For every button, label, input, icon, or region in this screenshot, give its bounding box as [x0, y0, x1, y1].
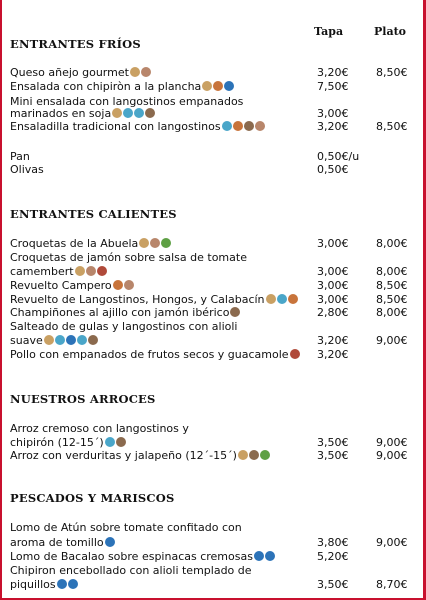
menu-item	[10, 251, 247, 264]
menu-item-name: camembert	[10, 265, 74, 278]
crustacean-icon	[55, 335, 65, 345]
tapa-price: 3,20€	[317, 120, 349, 133]
tapa-column-header: Tapa	[314, 25, 344, 38]
sulfite-icon	[145, 108, 155, 118]
gluten-icon	[75, 266, 85, 276]
celery-icon	[161, 238, 171, 248]
sulfite-icon	[230, 307, 240, 317]
gluten-icon	[266, 294, 276, 304]
menu-item	[10, 422, 189, 435]
menu-item-name: Pollo con empanados de frutos secos y guacamole	[10, 348, 289, 361]
egg-icon	[213, 81, 223, 91]
plato-price: 8,00€	[376, 265, 408, 278]
tapa-price: 2,80€	[317, 306, 349, 319]
tapa-price: 3,20€	[317, 66, 349, 79]
fish-icon	[105, 537, 115, 547]
menu-item-name: Salteado de gulas y langostinos con alioli	[10, 320, 238, 333]
tapa-price: 3,20€	[317, 334, 349, 347]
celery-icon	[260, 450, 270, 460]
menu-item	[10, 80, 234, 93]
menu-item	[10, 550, 275, 563]
nuts-icon	[290, 349, 300, 359]
plato-price: 8,50€	[376, 120, 408, 133]
tapa-price: 7,50€	[317, 80, 349, 93]
tapa-price: 3,50€	[317, 449, 349, 462]
tapa-price: 0,50€	[317, 163, 349, 176]
crustacean-icon	[277, 294, 287, 304]
menu-item	[10, 536, 115, 549]
gluten-icon	[112, 108, 122, 118]
tapa-price: 3,00€	[317, 293, 349, 306]
menu-item-name: Pan	[10, 150, 30, 163]
sulfite-icon	[116, 437, 126, 447]
menu-item	[10, 348, 300, 361]
menu-item	[10, 320, 238, 333]
crustacean-icon	[222, 121, 232, 131]
sulfite-icon	[88, 335, 98, 345]
tapa-price: 0,50€/u	[317, 150, 360, 163]
mustard-icon	[255, 121, 265, 131]
fish-icon	[57, 579, 67, 589]
menu-item	[10, 449, 270, 462]
menu-item	[10, 436, 126, 449]
milk-icon	[141, 67, 151, 77]
menu-item-name: Croquetas de jamón sobre salsa de tomate	[10, 251, 247, 264]
fish-icon	[254, 551, 264, 561]
tapa-price: 3,00€	[317, 107, 349, 120]
menu-item-name: Ensaladilla tradicional con langostinos	[10, 120, 221, 133]
menu-item-name: aroma de tomillo	[10, 536, 104, 549]
egg-icon	[113, 280, 123, 290]
nuts-icon	[97, 266, 107, 276]
menu-item	[10, 150, 30, 163]
menu-item	[10, 107, 155, 120]
section-title: ENTRANTES CALIENTES	[10, 207, 177, 221]
fish-icon	[224, 81, 234, 91]
plato-price: 8,00€	[376, 237, 408, 250]
menu-item-name: Ensalada con chipiròn a la plancha	[10, 80, 202, 93]
menu-item-name: Lomo de Bacalao sobre espinacas cremosas	[10, 550, 253, 563]
menu-item	[10, 521, 242, 534]
fish-icon	[68, 579, 78, 589]
menu-item-name: Mini ensalada con langostinos empanados	[10, 95, 244, 108]
plato-price: 9,00€	[376, 449, 408, 462]
tapa-price: 3,80€	[317, 536, 349, 549]
sulfite-icon	[244, 121, 254, 131]
mollusc-icon	[77, 335, 87, 345]
gluten-icon	[130, 67, 140, 77]
milk-icon	[150, 238, 160, 248]
crustacean-icon	[105, 437, 115, 447]
plato-price: 8,50€	[376, 66, 408, 79]
plato-price: 8,00€	[376, 306, 408, 319]
tapa-price: 3,50€	[317, 436, 349, 449]
menu-item	[10, 265, 107, 278]
gluten-icon	[44, 335, 54, 345]
gluten-icon	[238, 450, 248, 460]
menu-item-name: Queso añejo gourmet	[10, 66, 129, 79]
menu-item-name: Croquetas de la Abuela	[10, 237, 139, 250]
plato-price: 8,50€	[376, 279, 408, 292]
sulfite-icon	[249, 450, 259, 460]
gluten-icon	[202, 81, 212, 91]
menu-item-name: Arroz con verduritas y jalapeño (12´-15´)	[10, 449, 237, 462]
tapa-price: 5,20€	[317, 550, 349, 563]
menu-item-name: Chipiron encebollado con alioli templado de	[10, 564, 252, 577]
fish-icon	[265, 551, 275, 561]
menu-item	[10, 237, 171, 250]
tapa-price: 3,20€	[317, 348, 349, 361]
tapa-price: 3,50€	[317, 578, 349, 591]
menu-item	[10, 163, 44, 176]
egg-icon	[288, 294, 298, 304]
menu-item-name: Arroz cremoso con langostinos y	[10, 422, 189, 435]
mollusc-icon	[134, 108, 144, 118]
plato-column-header: Plato	[374, 25, 406, 38]
menu-item-name: marinados en soja	[10, 107, 112, 120]
plato-price: 9,00€	[376, 536, 408, 549]
crustacean-icon	[123, 108, 133, 118]
menu-item	[10, 334, 98, 347]
plato-price: 8,70€	[376, 578, 408, 591]
menu-item	[10, 293, 298, 306]
menu-item	[10, 564, 252, 577]
tapa-price: 3,00€	[317, 265, 349, 278]
menu-item-name: Revuelto de Langostinos, Hongos, y Calabacín	[10, 293, 265, 306]
menu-item-name: piquillos	[10, 578, 56, 591]
menu-item-name: chipirón (12-15´)	[10, 436, 104, 449]
egg-icon	[233, 121, 243, 131]
menu-item	[10, 279, 134, 292]
menu-item	[10, 120, 265, 133]
section-title: PESCADOS Y MARISCOS	[10, 491, 175, 505]
section-title: ENTRANTES FRÍOS	[10, 37, 141, 51]
menu-item	[10, 66, 151, 79]
fish-icon	[66, 335, 76, 345]
menu-item-name: Olivas	[10, 163, 44, 176]
menu-item-name: Revuelto Campero	[10, 279, 112, 292]
tapa-price: 3,00€	[317, 237, 349, 250]
menu-item-name: Champiñones al ajillo con jamón ibérico	[10, 306, 230, 319]
plato-price: 9,00€	[376, 436, 408, 449]
menu-item	[10, 306, 240, 319]
plato-price: 8,50€	[376, 293, 408, 306]
milk-icon	[124, 280, 134, 290]
tapa-price: 3,00€	[317, 279, 349, 292]
gluten-icon	[139, 238, 149, 248]
menu-item	[10, 578, 78, 591]
menu-item-name: Lomo de Atún sobre tomate confitado con	[10, 521, 242, 534]
section-title: NUESTROS ARROCES	[10, 392, 156, 406]
menu-item-name: suave	[10, 334, 43, 347]
plato-price: 9,00€	[376, 334, 408, 347]
milk-icon	[86, 266, 96, 276]
